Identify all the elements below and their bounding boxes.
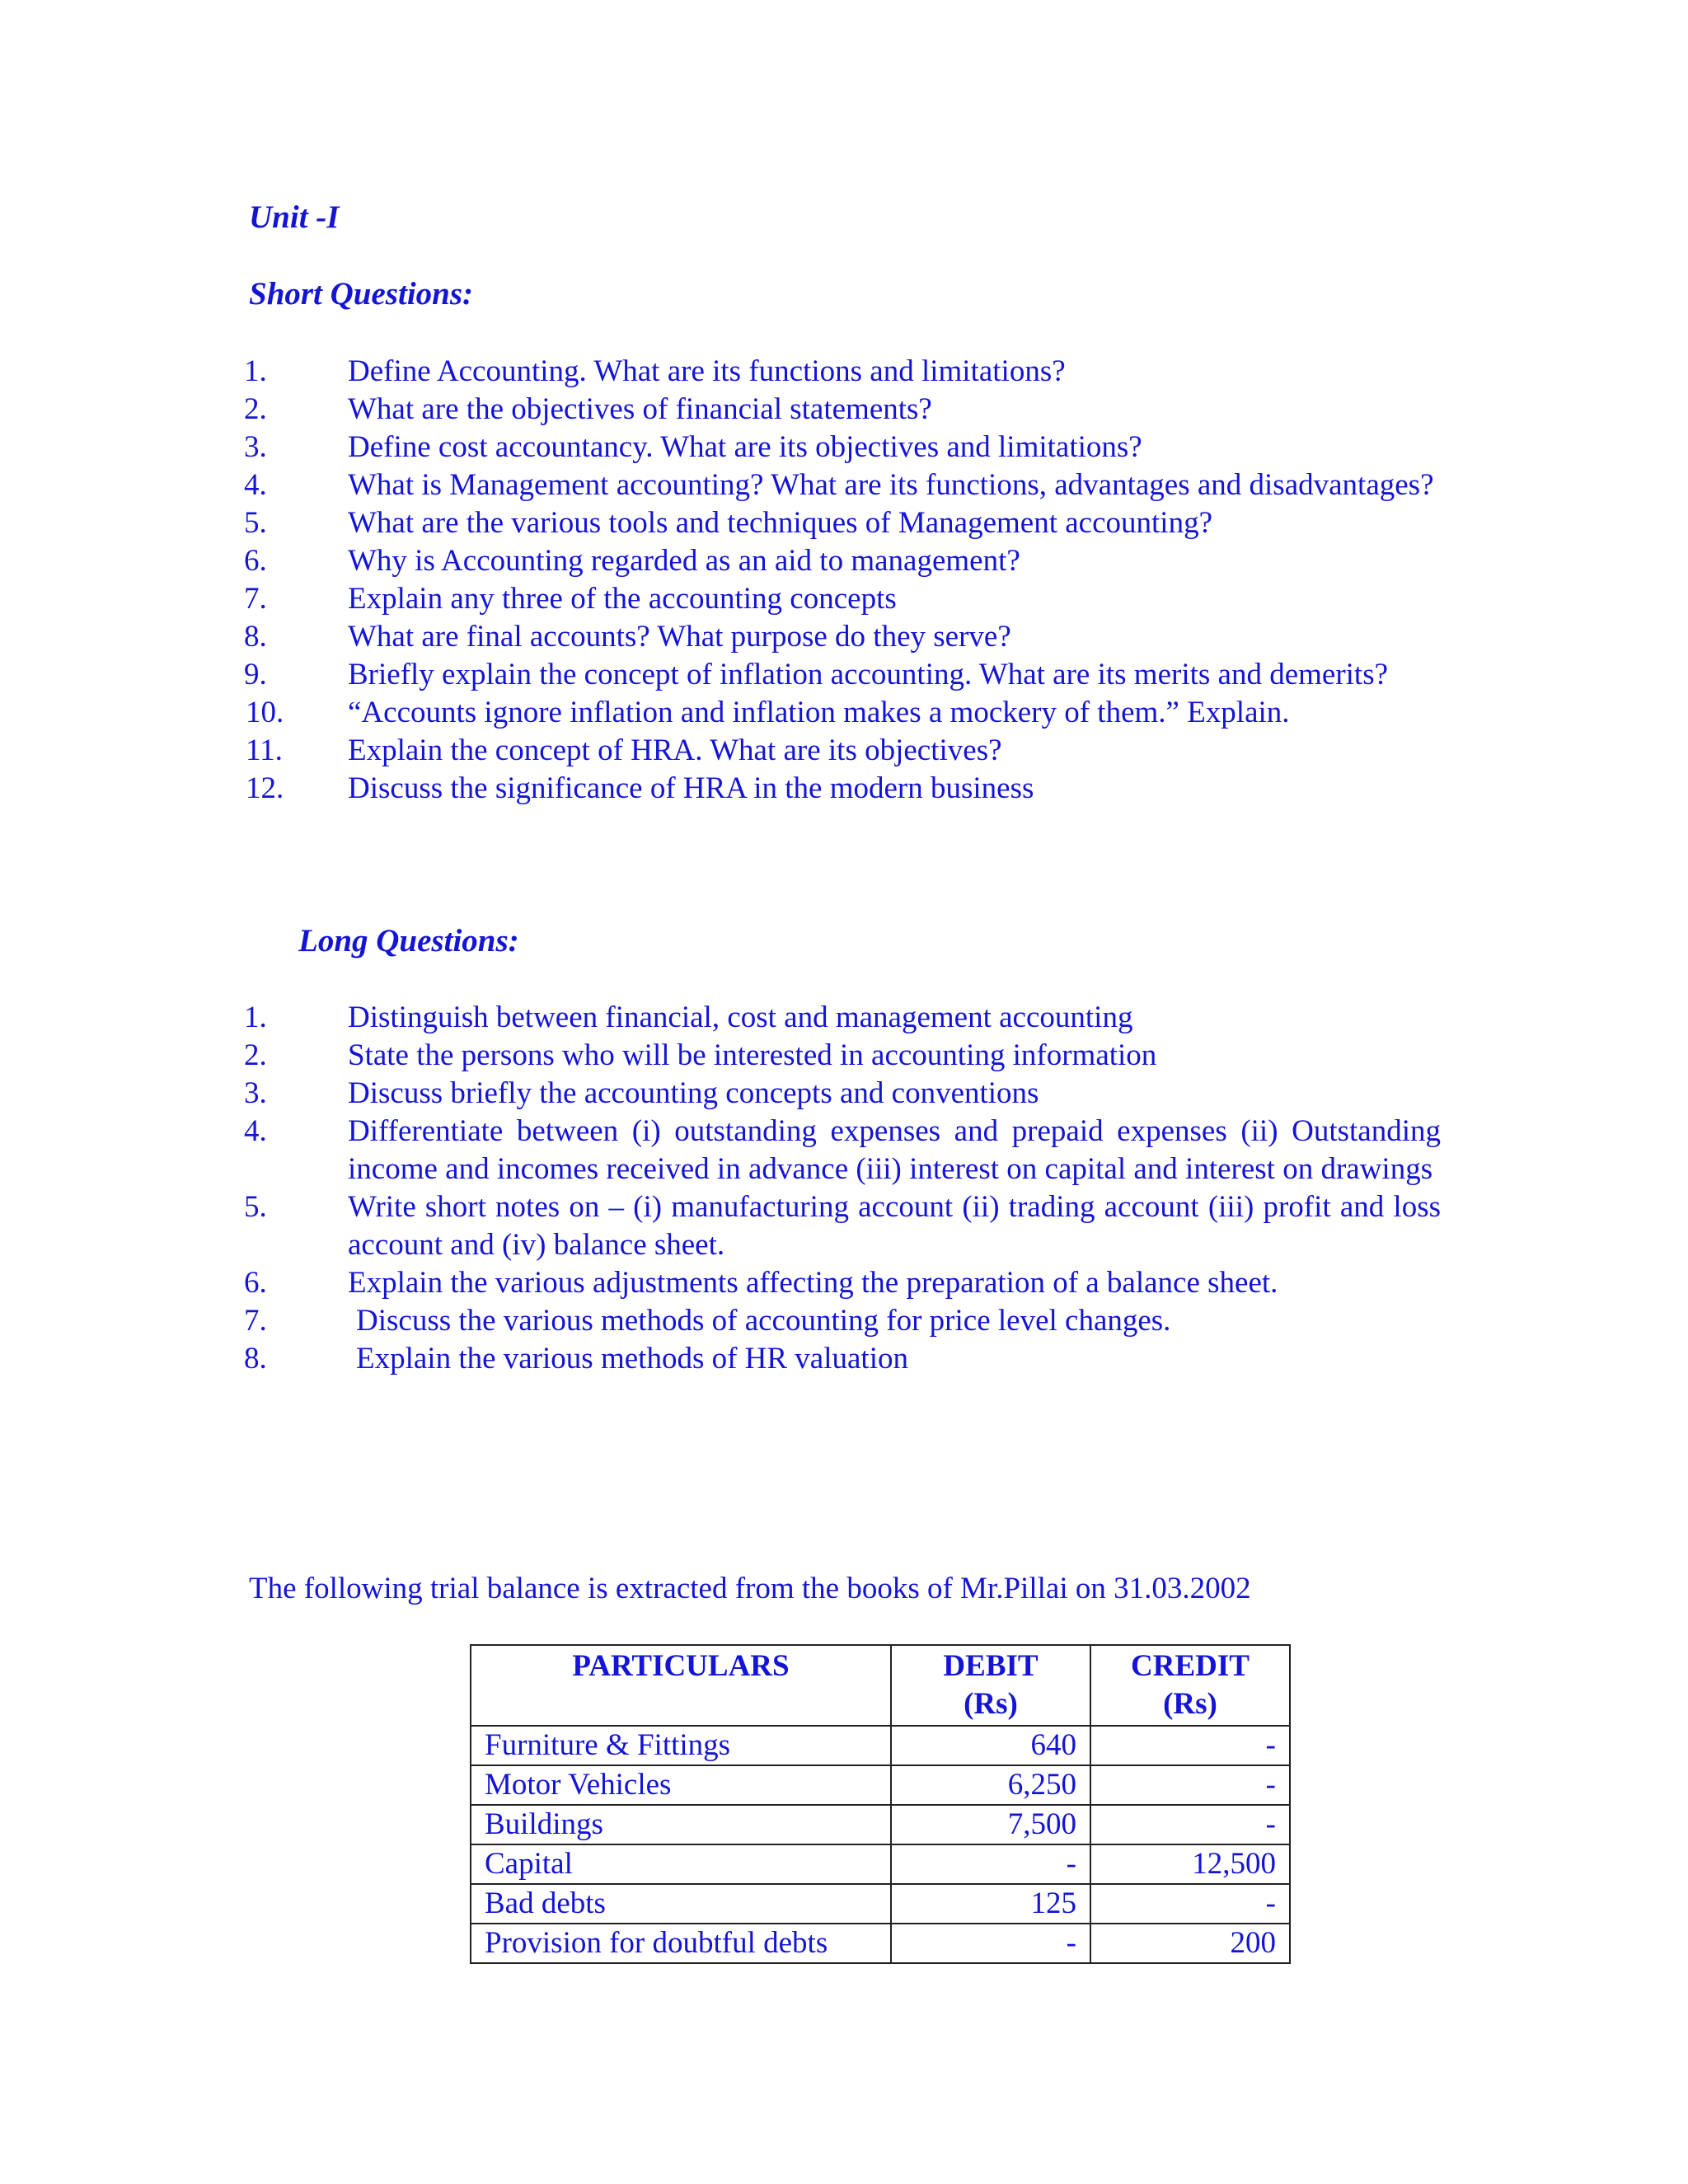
particulars-cell: Motor Vehicles: [471, 1765, 891, 1805]
question-text: Explain the concept of HRA. What are its objectives?: [348, 733, 1002, 767]
list-item: [244, 1188, 1441, 1264]
question-text: What are the various tools and techniques of Management accounting?: [348, 506, 1212, 540]
item-number: 2.: [244, 392, 267, 426]
item-number: 6.: [244, 544, 267, 578]
list-item: [244, 656, 1441, 694]
unit-title: Unit -I: [249, 199, 340, 235]
list-item: [244, 1113, 1441, 1188]
item-number: 3.: [244, 1076, 267, 1110]
item-number: 1.: [244, 354, 267, 388]
long-questions-heading: Long Questions:: [298, 923, 519, 958]
table-row: [471, 1844, 1290, 1884]
question-text: Distinguish between financial, cost and management accounting: [348, 1001, 1133, 1034]
list-item: [244, 580, 1441, 618]
debit-cell: -: [891, 1924, 1090, 1963]
debit-cell: 125: [891, 1884, 1090, 1924]
particulars-cell: Bad debts: [471, 1884, 891, 1924]
list-item: [244, 1340, 1441, 1378]
question-text: Discuss the various methods of accounting for price level changes.: [356, 1304, 1171, 1338]
short-questions-heading: Short Questions:: [249, 276, 474, 312]
particulars-cell: Capital: [471, 1844, 891, 1884]
particulars-cell: Furniture & Fittings: [471, 1726, 891, 1765]
list-item: [244, 391, 1441, 429]
item-number: 7.: [244, 1304, 267, 1338]
list-item: [244, 353, 1441, 391]
list-item: [246, 770, 1441, 808]
item-number: 5.: [244, 1190, 267, 1224]
question-text: What are final accounts? What purpose do they serve?: [348, 620, 1011, 654]
question-text: Write short notes on – (i) manufacturing account (ii) trading account (iii) profit and loss account and (iv) balance sheet.: [348, 1190, 1441, 1262]
debit-header-unit: (Rs): [964, 1687, 1018, 1721]
item-number: 3.: [244, 430, 267, 464]
question-text: Discuss the significance of HRA in the modern business: [348, 771, 1034, 805]
table-row: [471, 1884, 1290, 1924]
credit-cell: -: [1090, 1884, 1290, 1924]
credit-cell: -: [1090, 1726, 1290, 1765]
debit-cell: 6,250: [891, 1765, 1090, 1805]
trial-balance-intro: The following trial balance is extracted from the books of Mr.Pillai on 31.03.2002: [249, 1572, 1251, 1605]
table-row: [471, 1726, 1290, 1765]
credit-header-unit: (Rs): [1163, 1687, 1217, 1721]
list-item: [244, 542, 1441, 580]
credit-cell: -: [1090, 1765, 1290, 1805]
question-text: Explain any three of the accounting concepts: [348, 582, 897, 616]
debit-cell: 7,500: [891, 1805, 1090, 1844]
item-number: 8.: [244, 1342, 267, 1376]
long-questions-list: [244, 999, 1441, 1378]
credit-cell: -: [1090, 1805, 1290, 1844]
item-number: 7.: [244, 582, 267, 616]
question-text: Briefly explain the concept of inflation accounting. What are its merits and demerits?: [348, 658, 1389, 691]
item-number: 12.: [246, 771, 284, 805]
list-item: [244, 618, 1441, 656]
particulars-header: [471, 1645, 891, 1726]
list-item: [244, 1302, 1441, 1340]
list-item: [246, 732, 1441, 770]
list-item: [244, 999, 1441, 1037]
debit-header-label: DEBIT: [943, 1649, 1039, 1683]
credit-cell: 200: [1090, 1924, 1290, 1963]
item-number: 4.: [244, 1114, 267, 1148]
list-item: [244, 1264, 1441, 1302]
item-number: 2.: [244, 1038, 267, 1072]
item-number: 6.: [244, 1266, 267, 1300]
list-item: [244, 466, 1441, 504]
credit-header-label: CREDIT: [1131, 1649, 1250, 1683]
item-number: 4.: [244, 468, 267, 502]
question-text: Define Accounting. What are its functions and limitations?: [348, 354, 1066, 388]
particulars-header-label: PARTICULARS: [572, 1649, 790, 1683]
question-text: Discuss briefly the accounting concepts and conventions: [348, 1076, 1039, 1110]
question-text: What is Management accounting? What are its functions, advantages and disadvantages?: [348, 468, 1434, 502]
question-text: Why is Accounting regarded as an aid to management?: [348, 544, 1020, 578]
list-item: [244, 429, 1441, 466]
table-row: [471, 1765, 1290, 1805]
list-item: [244, 1037, 1441, 1075]
list-item: [244, 1075, 1441, 1113]
item-number: 10.: [246, 696, 284, 729]
question-text: Define cost accountancy. What are its objectives and limitations?: [348, 430, 1142, 464]
list-item: [246, 694, 1441, 732]
table-row: [471, 1924, 1290, 1963]
table-row: [471, 1805, 1290, 1844]
item-number: 9.: [244, 658, 267, 691]
list-item: [244, 504, 1441, 542]
credit-cell: 12,500: [1090, 1844, 1290, 1884]
debit-cell: 640: [891, 1726, 1090, 1765]
question-text: “Accounts ignore inflation and inflation makes a mockery of them.” Explain.: [348, 696, 1290, 729]
item-number: 5.: [244, 506, 267, 540]
short-questions-list: [244, 353, 1441, 808]
item-number: 8.: [244, 620, 267, 654]
question-text: Explain the various methods of HR valuation: [356, 1342, 908, 1376]
item-number: 11.: [246, 733, 283, 767]
particulars-cell: Provision for doubtful debts: [471, 1924, 891, 1963]
trial-balance-table: [470, 1644, 1291, 1964]
question-text: Explain the various adjustments affecting the preparation of a balance sheet.: [348, 1266, 1278, 1300]
question-text: State the persons who will be interested in accounting information: [348, 1038, 1157, 1072]
particulars-cell: Buildings: [471, 1805, 891, 1844]
table-header-row: [471, 1645, 1290, 1726]
debit-cell: -: [891, 1844, 1090, 1884]
question-text: Differentiate between (i) outstanding expenses and prepaid expenses (ii) Outstanding income and incomes received in advance (iii) interest on capital and interest on drawings: [348, 1114, 1441, 1186]
debit-header: [891, 1645, 1090, 1726]
credit-header: [1090, 1645, 1290, 1726]
item-number: 1.: [244, 1001, 267, 1034]
question-text: What are the objectives of financial statements?: [348, 392, 932, 426]
